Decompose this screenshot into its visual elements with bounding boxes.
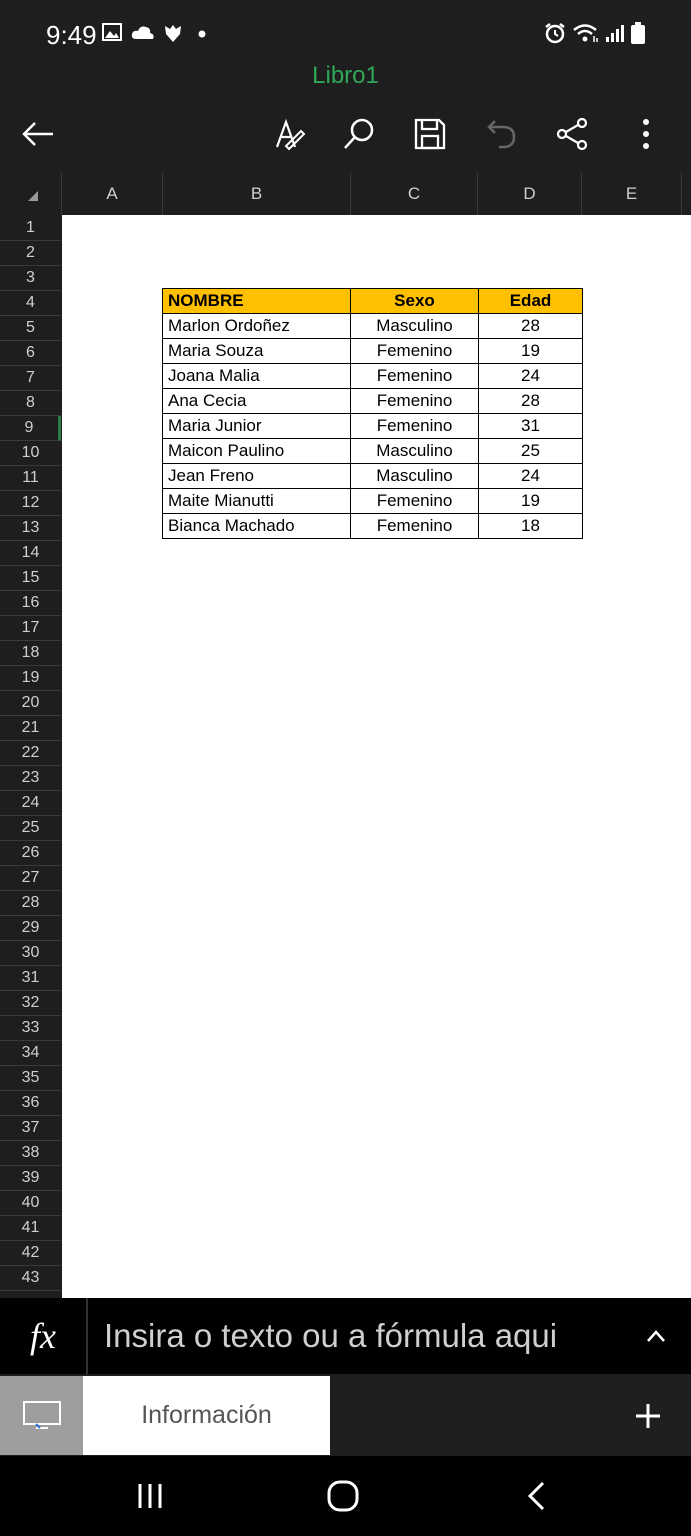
sexo-cell[interactable]: Femenino bbox=[351, 364, 479, 389]
table-row bbox=[163, 489, 583, 514]
sexo-cell[interactable]: Femenino bbox=[351, 514, 479, 539]
column-header-b[interactable]: B bbox=[163, 173, 351, 215]
select-all-corner[interactable] bbox=[0, 173, 62, 215]
battery-icon bbox=[630, 22, 646, 44]
cloud-icon bbox=[130, 22, 156, 42]
save-button[interactable] bbox=[404, 108, 456, 160]
nombre-cell[interactable]: Bianca Machado bbox=[163, 514, 351, 539]
data-table bbox=[162, 288, 583, 539]
edad-cell[interactable]: 25 bbox=[479, 439, 583, 464]
row-header-2[interactable]: 2 bbox=[0, 241, 61, 266]
table-row bbox=[163, 464, 583, 489]
row-header-14[interactable]: 14 bbox=[0, 541, 61, 566]
alarm-icon bbox=[544, 22, 566, 44]
wifi-icon bbox=[572, 22, 600, 44]
row-header-38[interactable]: 38 bbox=[0, 1141, 61, 1166]
row-header-26[interactable]: 26 bbox=[0, 841, 61, 866]
row-header-37[interactable]: 37 bbox=[0, 1116, 61, 1141]
formula-input[interactable] bbox=[104, 1312, 634, 1360]
sexo-cell[interactable]: Femenino bbox=[351, 389, 479, 414]
row-header-41[interactable]: 41 bbox=[0, 1216, 61, 1241]
edad-cell[interactable]: 24 bbox=[479, 364, 583, 389]
row-header-13[interactable]: 13 bbox=[0, 516, 61, 541]
row-header-8[interactable]: 8 bbox=[0, 391, 61, 416]
sheet-tabs-bar bbox=[0, 1376, 691, 1455]
row-header-1[interactable]: 1 bbox=[0, 216, 61, 241]
column-header-a[interactable]: A bbox=[62, 173, 163, 215]
select-all-triangle-icon bbox=[0, 173, 62, 215]
table-row bbox=[163, 389, 583, 414]
share-icon bbox=[556, 117, 590, 151]
row-header-25[interactable]: 25 bbox=[0, 816, 61, 841]
row-header-5[interactable]: 5 bbox=[0, 316, 61, 341]
row-header-39[interactable]: 39 bbox=[0, 1166, 61, 1191]
row-header-6[interactable]: 6 bbox=[0, 341, 61, 366]
search-icon bbox=[342, 117, 376, 151]
home-button[interactable] bbox=[313, 1474, 373, 1518]
edad-cell[interactable]: 31 bbox=[479, 414, 583, 439]
toolbar bbox=[0, 108, 691, 164]
row-header-33[interactable]: 33 bbox=[0, 1016, 61, 1041]
table-header-row bbox=[163, 289, 583, 314]
header-nombre[interactable]: NOMBRE bbox=[163, 289, 351, 314]
nombre-cell[interactable]: Jean Freno bbox=[163, 464, 351, 489]
recent-apps-icon bbox=[135, 1482, 165, 1510]
edad-cell[interactable]: 28 bbox=[479, 314, 583, 339]
row-header-7[interactable]: 7 bbox=[0, 366, 61, 391]
nombre-cell[interactable]: Joana Malia bbox=[163, 364, 351, 389]
formula-expand-button[interactable] bbox=[636, 1316, 676, 1356]
row-header-40[interactable]: 40 bbox=[0, 1191, 61, 1216]
row-header-35[interactable]: 35 bbox=[0, 1066, 61, 1091]
row-header-23[interactable]: 23 bbox=[0, 766, 61, 791]
nombre-cell[interactable]: Ana Cecia bbox=[163, 389, 351, 414]
sexo-cell[interactable]: Femenino bbox=[351, 414, 479, 439]
row-header-36[interactable]: 36 bbox=[0, 1091, 61, 1116]
column-header-d[interactable]: D bbox=[478, 173, 582, 215]
row-header-3[interactable]: 3 bbox=[0, 266, 61, 291]
row-header-20[interactable]: 20 bbox=[0, 691, 61, 716]
share-button[interactable] bbox=[547, 108, 599, 160]
row-header-29[interactable]: 29 bbox=[0, 916, 61, 941]
row-header-18[interactable]: 18 bbox=[0, 641, 61, 666]
row-header-31[interactable]: 31 bbox=[0, 966, 61, 991]
status-time: 9:49 bbox=[46, 20, 97, 50]
nombre-cell[interactable]: Maite Mianutti bbox=[163, 489, 351, 514]
sexo-cell[interactable]: Masculino bbox=[351, 464, 479, 489]
sheets-list-button[interactable] bbox=[0, 1376, 83, 1455]
sheets-icon bbox=[22, 1400, 62, 1432]
column-header-bar bbox=[0, 173, 691, 215]
back-arrow-icon bbox=[21, 121, 55, 147]
row-header-30[interactable]: 30 bbox=[0, 941, 61, 966]
save-icon bbox=[413, 117, 447, 151]
table-row bbox=[163, 314, 583, 339]
row-header-4[interactable]: 4 bbox=[0, 291, 61, 316]
row-header-19[interactable]: 19 bbox=[0, 666, 61, 691]
table-row bbox=[163, 364, 583, 389]
row-header-bar bbox=[0, 215, 62, 1298]
recent-apps-button[interactable] bbox=[120, 1474, 180, 1518]
row-header-43[interactable]: 43 bbox=[0, 1266, 61, 1291]
back-nav-button[interactable] bbox=[506, 1474, 566, 1518]
row-header-9[interactable]: 9 bbox=[0, 416, 61, 441]
status-bar bbox=[0, 0, 691, 64]
app-icon bbox=[162, 22, 184, 44]
row-header-10[interactable]: 10 bbox=[0, 441, 61, 466]
row-header-22[interactable]: 22 bbox=[0, 741, 61, 766]
sexo-cell[interactable]: Masculino bbox=[351, 439, 479, 464]
draw-pen-icon bbox=[273, 117, 307, 151]
edit-button[interactable] bbox=[264, 108, 316, 160]
home-icon bbox=[326, 1479, 360, 1513]
column-header-e[interactable]: E bbox=[582, 173, 682, 215]
edad-cell[interactable]: 28 bbox=[479, 389, 583, 414]
column-header-c[interactable]: C bbox=[351, 173, 478, 215]
edad-cell[interactable]: 19 bbox=[479, 339, 583, 364]
tab-informacion[interactable]: Información bbox=[83, 1376, 330, 1455]
table-row bbox=[163, 439, 583, 464]
table-row bbox=[163, 514, 583, 539]
sexo-cell[interactable]: Masculino bbox=[351, 314, 479, 339]
header-sexo[interactable]: Sexo bbox=[351, 289, 479, 314]
table-row bbox=[163, 414, 583, 439]
sexo-cell[interactable]: Femenino bbox=[351, 339, 479, 364]
row-header-12[interactable]: 12 bbox=[0, 491, 61, 516]
edad-cell[interactable]: 19 bbox=[479, 489, 583, 514]
fx-icon[interactable]: fx bbox=[0, 1298, 88, 1374]
document-title: Libro1 bbox=[312, 62, 379, 89]
gallery-icon bbox=[102, 22, 122, 42]
row-header-34[interactable]: 34 bbox=[0, 1041, 61, 1066]
chevron-up-icon bbox=[646, 1329, 666, 1343]
undo-icon bbox=[485, 117, 519, 151]
more-options-button[interactable] bbox=[620, 108, 672, 160]
nombre-cell[interactable]: Maria Souza bbox=[163, 339, 351, 364]
row-header-15[interactable]: 15 bbox=[0, 566, 61, 591]
nombre-cell[interactable]: Marlon Ordoñez bbox=[163, 314, 351, 339]
signal-icon bbox=[604, 22, 626, 44]
add-sheet-button[interactable] bbox=[618, 1386, 678, 1446]
edad-cell[interactable]: 24 bbox=[479, 464, 583, 489]
dot-icon bbox=[198, 30, 206, 38]
edad-cell[interactable]: 18 bbox=[479, 514, 583, 539]
row-header-16[interactable]: 16 bbox=[0, 591, 61, 616]
navigation-bar bbox=[0, 1456, 691, 1536]
back-button[interactable] bbox=[12, 108, 64, 160]
formula-bar bbox=[0, 1298, 691, 1374]
undo-button[interactable] bbox=[476, 108, 528, 160]
spreadsheet-grid[interactable] bbox=[62, 215, 691, 1298]
row-header-17[interactable]: 17 bbox=[0, 616, 61, 641]
row-header-11[interactable]: 11 bbox=[0, 466, 61, 491]
row-header-42[interactable]: 42 bbox=[0, 1241, 61, 1266]
row-header-21[interactable]: 21 bbox=[0, 716, 61, 741]
header-edad[interactable]: Edad bbox=[479, 289, 583, 314]
more-vertical-icon bbox=[641, 117, 651, 151]
row-header-24[interactable]: 24 bbox=[0, 791, 61, 816]
sexo-cell[interactable]: Femenino bbox=[351, 489, 479, 514]
search-button[interactable] bbox=[333, 108, 385, 160]
row-header-27[interactable]: 27 bbox=[0, 866, 61, 891]
plus-icon bbox=[635, 1403, 661, 1429]
nombre-cell[interactable]: Maria Junior bbox=[163, 414, 351, 439]
row-header-32[interactable]: 32 bbox=[0, 991, 61, 1016]
table-row bbox=[163, 339, 583, 364]
row-header-28[interactable]: 28 bbox=[0, 891, 61, 916]
chevron-left-icon bbox=[526, 1481, 546, 1511]
nombre-cell[interactable]: Maicon Paulino bbox=[163, 439, 351, 464]
